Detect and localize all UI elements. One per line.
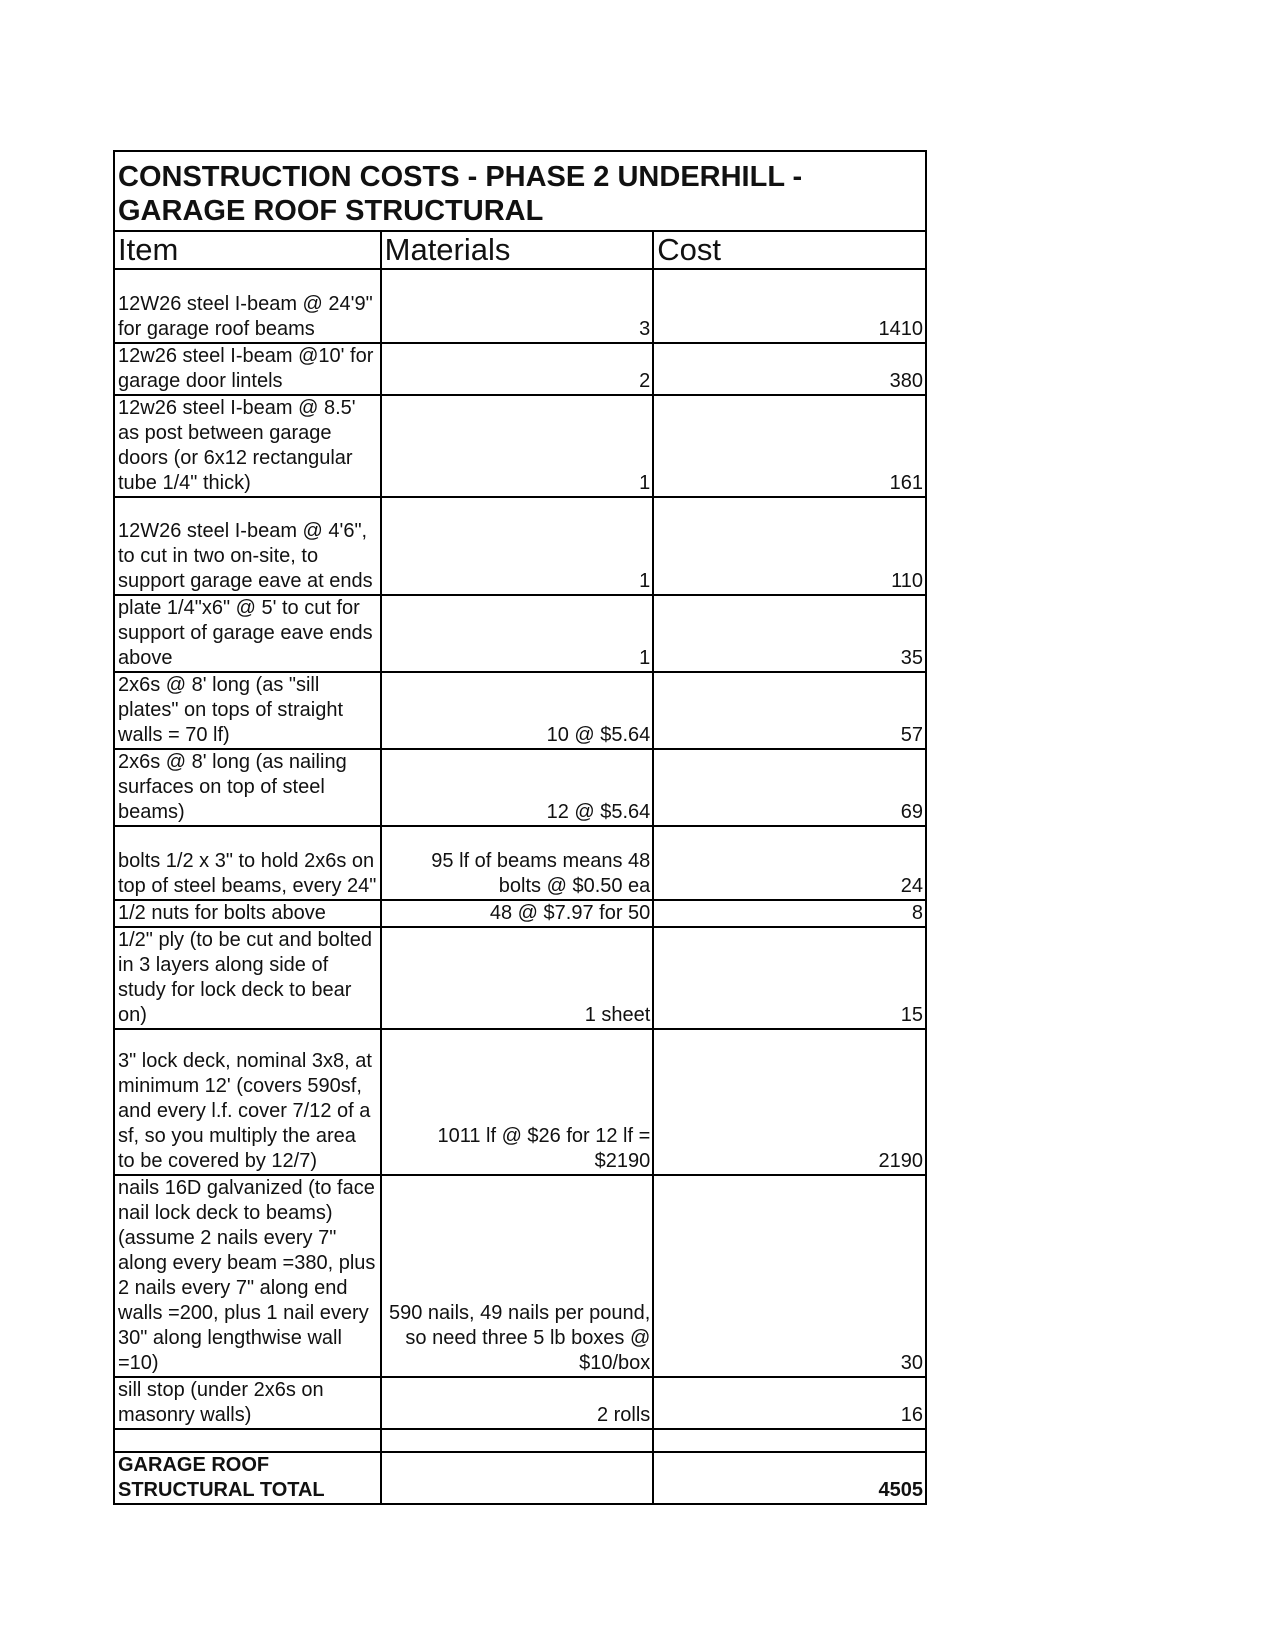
empty-cell bbox=[381, 1452, 654, 1504]
cost-cell: 16 bbox=[653, 1377, 926, 1429]
table-row bbox=[114, 1377, 926, 1429]
column-header-item: Item bbox=[114, 231, 381, 269]
table-row bbox=[114, 927, 926, 1029]
item-cell: 12W26 steel I-beam @ 24'9" for garage roof beams bbox=[114, 269, 381, 343]
item-cell: 1/2" ply (to be cut and bolted in 3 layers along side of study for lock deck to bear on) bbox=[114, 927, 381, 1029]
materials-cell: 1 bbox=[381, 595, 654, 672]
table-row bbox=[114, 900, 926, 927]
total-row bbox=[114, 1452, 926, 1504]
item-cell: bolts 1/2 x 3" to hold 2x6s on top of steel beams, every 24" bbox=[114, 826, 381, 900]
item-cell: 3" lock deck, nominal 3x8, at minimum 12' (covers 590sf, and every l.f. cover 7/12 of a sf, so you multiply the area to be covered by 12/7) bbox=[114, 1029, 381, 1175]
materials-cell: 1011 lf @ $26 for 12 lf = $2190 bbox=[381, 1029, 654, 1175]
item-cell: 2x6s @ 8' long (as nailing surfaces on top of steel beams) bbox=[114, 749, 381, 826]
materials-cell: 2 bbox=[381, 343, 654, 395]
table-row bbox=[114, 1029, 926, 1175]
total-cost: 4505 bbox=[653, 1452, 926, 1504]
cost-cell: 2190 bbox=[653, 1029, 926, 1175]
cost-cell: 35 bbox=[653, 595, 926, 672]
cost-cell: 57 bbox=[653, 672, 926, 749]
cost-cell: 69 bbox=[653, 749, 926, 826]
materials-cell: 48 @ $7.97 for 50 bbox=[381, 900, 654, 927]
cost-cell: 8 bbox=[653, 900, 926, 927]
cost-cell: 15 bbox=[653, 927, 926, 1029]
column-header-materials: Materials bbox=[381, 231, 654, 269]
column-header-cost: Cost bbox=[653, 231, 926, 269]
materials-cell: 1 sheet bbox=[381, 927, 654, 1029]
cost-table bbox=[113, 150, 927, 1505]
cost-cell: 24 bbox=[653, 826, 926, 900]
materials-cell: 1 bbox=[381, 497, 654, 595]
table-row bbox=[114, 395, 926, 497]
empty-cell bbox=[653, 1429, 926, 1452]
cost-table-body bbox=[114, 151, 926, 1504]
header-row bbox=[114, 231, 926, 269]
table-row bbox=[114, 343, 926, 395]
materials-cell: 590 nails, 49 nails per pound, so need three 5 lb boxes @ $10/box bbox=[381, 1175, 654, 1377]
materials-cell: 3 bbox=[381, 269, 654, 343]
table-row bbox=[114, 269, 926, 343]
cost-cell: 380 bbox=[653, 343, 926, 395]
materials-cell: 1 bbox=[381, 395, 654, 497]
materials-cell: 12 @ $5.64 bbox=[381, 749, 654, 826]
item-cell: plate 1/4"x6" @ 5' to cut for support of garage eave ends above bbox=[114, 595, 381, 672]
materials-cell: 95 lf of beams means 48 bolts @ $0.50 ea bbox=[381, 826, 654, 900]
blank-row bbox=[114, 1429, 926, 1452]
table-row bbox=[114, 497, 926, 595]
table-row bbox=[114, 1175, 926, 1377]
total-label: GARAGE ROOF STRUCTURAL TOTAL bbox=[114, 1452, 381, 1504]
empty-cell bbox=[381, 1429, 654, 1452]
table-row bbox=[114, 672, 926, 749]
item-cell: 2x6s @ 8' long (as "sill plates" on tops of straight walls = 70 lf) bbox=[114, 672, 381, 749]
sheet-title: CONSTRUCTION COSTS - PHASE 2 UNDERHILL - GARAGE ROOF STRUCTURAL bbox=[114, 151, 926, 231]
materials-cell: 10 @ $5.64 bbox=[381, 672, 654, 749]
table-row bbox=[114, 749, 926, 826]
table-row bbox=[114, 826, 926, 900]
materials-cell: 2 rolls bbox=[381, 1377, 654, 1429]
item-cell: 12W26 steel I-beam @ 4'6", to cut in two on-site, to support garage eave at ends bbox=[114, 497, 381, 595]
cost-cell: 30 bbox=[653, 1175, 926, 1377]
cost-cell: 1410 bbox=[653, 269, 926, 343]
cost-cell: 110 bbox=[653, 497, 926, 595]
item-cell: sill stop (under 2x6s on masonry walls) bbox=[114, 1377, 381, 1429]
item-cell: nails 16D galvanized (to face nail lock deck to beams)(assume 2 nails every 7" along every beam =380, plus 2 nails every 7" along end walls =200, plus 1 nail every 30" along lengthwise wall =10) bbox=[114, 1175, 381, 1377]
empty-cell bbox=[114, 1429, 381, 1452]
table-row bbox=[114, 595, 926, 672]
item-cell: 12w26 steel I-beam @10' for garage door lintels bbox=[114, 343, 381, 395]
cost-cell: 161 bbox=[653, 395, 926, 497]
title-row bbox=[114, 151, 926, 231]
item-cell: 1/2 nuts for bolts above bbox=[114, 900, 381, 927]
item-cell: 12w26 steel I-beam @ 8.5' as post between garage doors (or 6x12 rectangular tube 1/4" thick) bbox=[114, 395, 381, 497]
